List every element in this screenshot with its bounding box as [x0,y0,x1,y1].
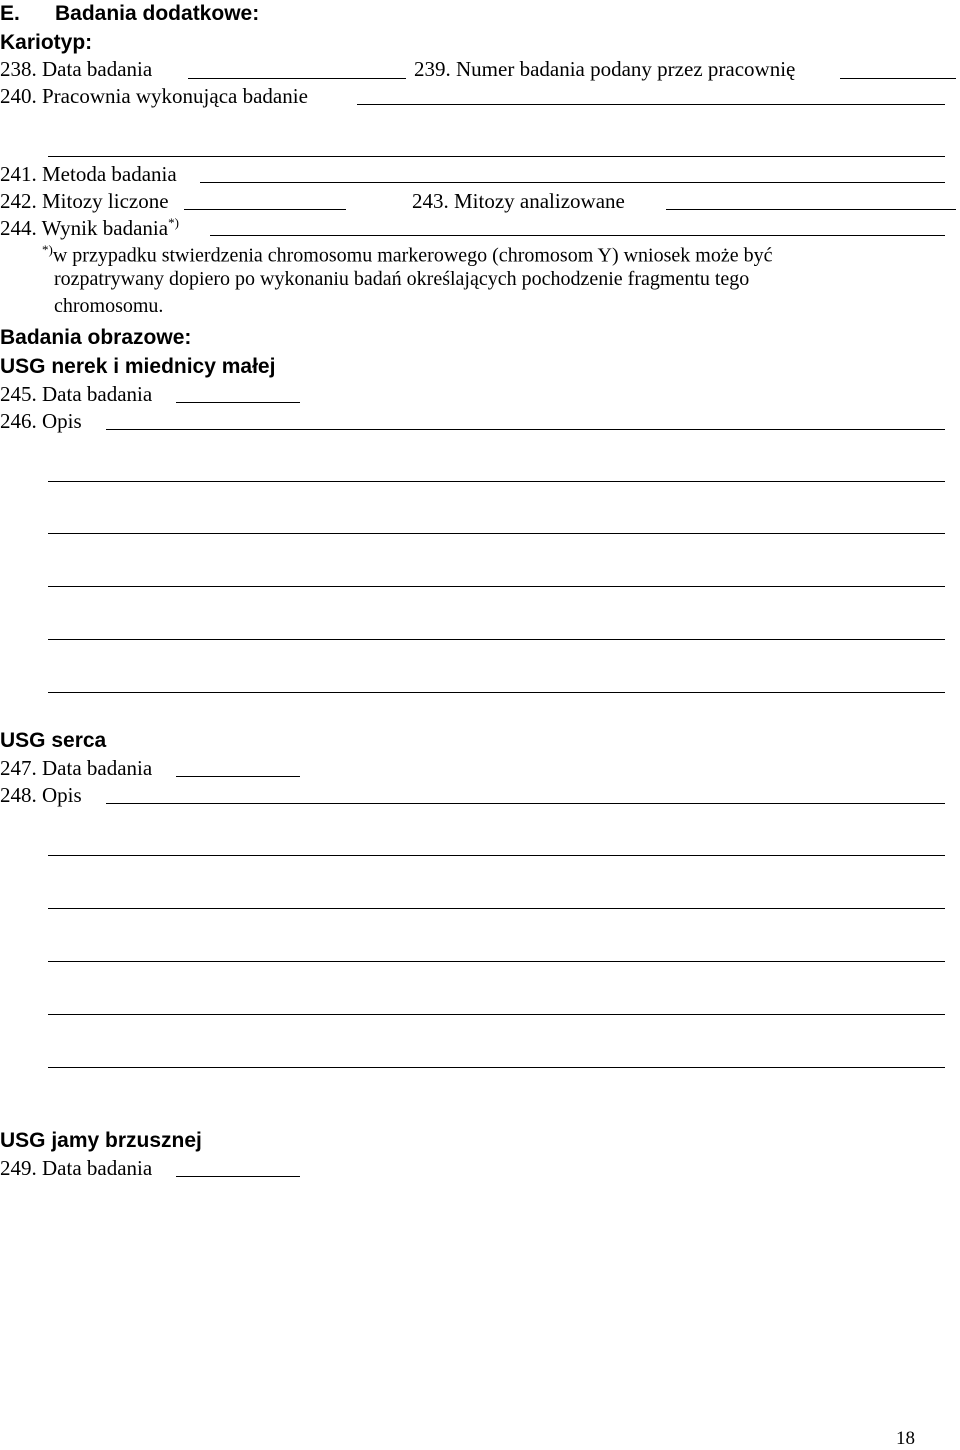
footnote-line-2: rozpatrywany dopiero po wykonaniu badań określających pochodzenie fragmentu tego [54,268,750,290]
field-240-line[interactable] [357,104,945,105]
field-249-label: 249. Data badania [0,1156,153,1180]
field-243-line[interactable] [666,209,956,210]
field-238-line[interactable] [188,78,406,79]
usg-serca-heading: USG serca [0,729,107,752]
field-239-line[interactable] [840,78,956,79]
field-247-line[interactable] [176,776,300,777]
field-248-line-5[interactable] [48,1014,945,1015]
field-248-label: 248. Opis [0,783,82,807]
field-246-line-3[interactable] [48,533,945,534]
field-241-line[interactable] [200,182,945,183]
footnote-line-1: *)w przypadku stwierdzenia chromosomu markerowego (chromosom Y) wniosek może być [42,242,773,267]
usg-nerek-heading: USG nerek i miednicy małej [0,355,276,378]
field-238-label: 238. Data badania [0,57,153,81]
section-letter: E. [0,2,20,25]
field-246-line-2[interactable] [48,481,945,482]
field-246-label: 246. Opis [0,409,82,433]
field-242-line[interactable] [184,209,346,210]
usg-jamy-heading: USG jamy brzusznej [0,1129,202,1152]
field-246-line[interactable] [106,429,945,430]
field-248-line-4[interactable] [48,961,945,962]
obrazowe-heading: Badania obrazowe: [0,326,192,349]
footnote-mark: *) [42,242,53,257]
page-number: 18 [896,1428,915,1449]
field-243-label: 243. Mitozy analizowane [412,189,625,213]
field-239-label: 239. Numer badania podany przez pracownię [414,57,796,81]
field-246-line-4[interactable] [48,586,945,587]
field-247-label: 247. Data badania [0,756,153,780]
field-249-line[interactable] [176,1176,300,1177]
field-245-line[interactable] [176,402,300,403]
field-248-line-2[interactable] [48,855,945,856]
kariotyp-heading: Kariotyp: [0,31,93,54]
field-244-label: 244. Wynik badania*) [0,215,179,240]
field-246-line-6[interactable] [48,692,945,693]
footnote-line-3: chromosomu. [54,295,164,317]
field-240-label: 240. Pracownia wykonująca badanie [0,84,308,108]
field-241-label: 241. Metoda badania [0,162,177,186]
field-246-line-5[interactable] [48,639,945,640]
field-245-label: 245. Data badania [0,382,153,406]
section-title: Badania dodatkowe: [55,2,260,25]
field-248-line[interactable] [106,803,945,804]
field-240-line-2[interactable] [48,156,945,157]
field-242-label: 242. Mitozy liczone [0,189,169,213]
field-248-line-3[interactable] [48,908,945,909]
field-248-line-6[interactable] [48,1067,945,1068]
footnote-ref: *) [168,215,179,230]
field-244-line[interactable] [210,235,945,236]
